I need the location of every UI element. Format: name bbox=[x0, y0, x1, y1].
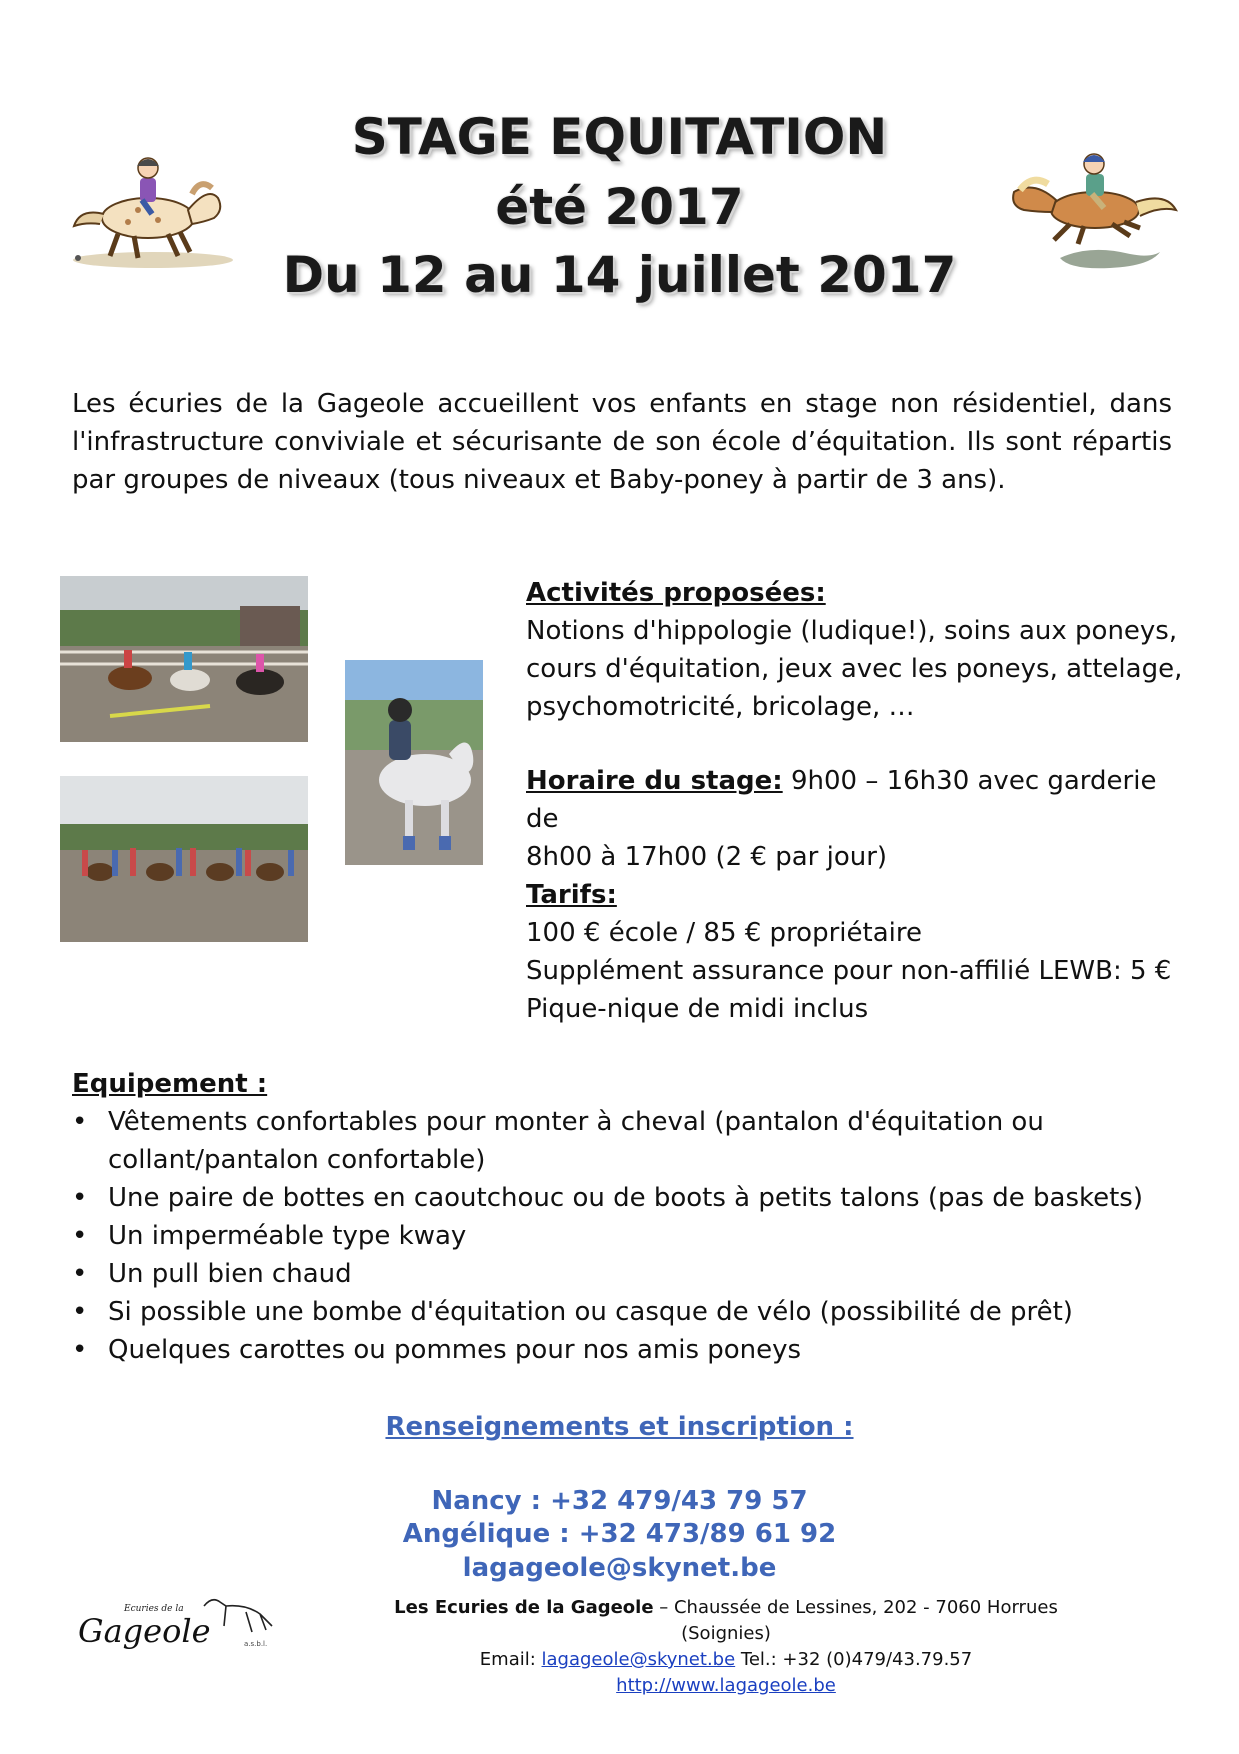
equipment-section bbox=[72, 1065, 1172, 1369]
contact-nancy: Nancy : +32 479/43 79 57 bbox=[431, 1486, 808, 1516]
footer-address: – Chaussée de Lessines, 202 - 7060 Horrues (Soignies) bbox=[653, 1597, 1058, 1644]
bullet-icon: • bbox=[72, 1107, 88, 1137]
footer-email-link[interactable]: lagageole@skynet.be bbox=[541, 1649, 736, 1670]
tarif-line: Supplément assurance pour non-affilié LEWB: 5 € bbox=[526, 956, 1172, 986]
footer-tel: Tel.: +32 (0)479/43.79.57 bbox=[735, 1649, 973, 1670]
list-item: • Si possible une bombe d'équitation ou casque de vélo (possibilité de prêt) bbox=[72, 1293, 1172, 1331]
tarif-line: Pique-nique de midi inclus bbox=[526, 994, 869, 1024]
photo-child-on-white-pony bbox=[345, 660, 483, 865]
footer-email-label: Email: bbox=[479, 1649, 542, 1670]
list-item: • Vêtements confortables pour monter à cheval (pantalon d'équitation ou collant/pantalon confortable) bbox=[72, 1103, 1172, 1179]
schedule-heading: Horaire du stage: bbox=[526, 766, 783, 796]
logo-suffix: a.s.b.l. bbox=[244, 1640, 268, 1648]
title-line-3: Du 12 au 14 juillet 2017 bbox=[282, 246, 957, 304]
activities-section bbox=[526, 574, 1186, 726]
photo-riding-arena bbox=[60, 576, 308, 742]
contact-angelique: Angélique : +32 473/89 61 92 bbox=[402, 1519, 837, 1549]
list-item: • Une paire de bottes en caoutchouc ou de boots à petits talons (pas de baskets) bbox=[72, 1179, 1172, 1217]
footer-website-link[interactable]: http://www.lagageole.be bbox=[616, 1675, 836, 1696]
bullet-icon: • bbox=[72, 1297, 88, 1327]
bullet-icon: • bbox=[72, 1259, 88, 1289]
logo-main-text: Gageole bbox=[78, 1612, 211, 1650]
bullet-icon: • bbox=[72, 1183, 88, 1213]
photo-group-with-ponies bbox=[60, 776, 308, 942]
activities-text: Notions d'hippologie (ludique!), soins aux poneys, cours d'équitation, jeux avec les poneys, attelage, psychomotricité, bricolage, … bbox=[526, 616, 1183, 722]
bullet-icon: • bbox=[72, 1221, 88, 1251]
schedule-section bbox=[526, 762, 1186, 876]
contact-heading[interactable]: Renseignements et inscription : bbox=[385, 1412, 854, 1442]
bullet-icon: • bbox=[72, 1335, 88, 1365]
list-item: • Un pull bien chaud bbox=[72, 1255, 1172, 1293]
equipment-heading: Equipement : bbox=[72, 1069, 268, 1099]
activities-heading: Activités proposées: bbox=[526, 578, 826, 608]
logo-small-text: Ecuries de la bbox=[124, 1604, 184, 1614]
list-item: • Un imperméable type kway bbox=[72, 1217, 1172, 1255]
schedule-text-next: 8h00 à 17h00 (2 € par jour) bbox=[526, 842, 888, 872]
equipment-list bbox=[72, 1103, 1172, 1369]
footer-org: Les Ecuries de la Gageole bbox=[394, 1597, 654, 1618]
tarifs-section bbox=[526, 876, 1186, 1028]
intro-paragraph: Les écuries de la Gageole accueillent vos enfants en stage non résidentiel, dans l'infrastructure conviviale et sécurisante de son école d’équitation. Ils sont répartis par groupes de niveaux (tous niveaux et Baby-poney à partir de 3 ans). bbox=[72, 389, 1172, 495]
tarifs-heading: Tarifs: bbox=[526, 880, 617, 910]
schedule-text: 9h00 – 16h30 avec garderie de bbox=[526, 766, 1157, 834]
title-line-1: STAGE EQUITATION bbox=[351, 108, 888, 166]
contact-email[interactable]: lagageole@skynet.be bbox=[462, 1553, 777, 1583]
title-line-2: été 2017 bbox=[495, 178, 744, 236]
gageole-logo bbox=[76, 1592, 276, 1660]
footer bbox=[376, 1595, 1076, 1699]
list-item: • Quelques carottes ou pommes pour nos amis poneys bbox=[72, 1331, 1172, 1369]
tarif-line: 100 € école / 85 € propriétaire bbox=[526, 918, 922, 948]
